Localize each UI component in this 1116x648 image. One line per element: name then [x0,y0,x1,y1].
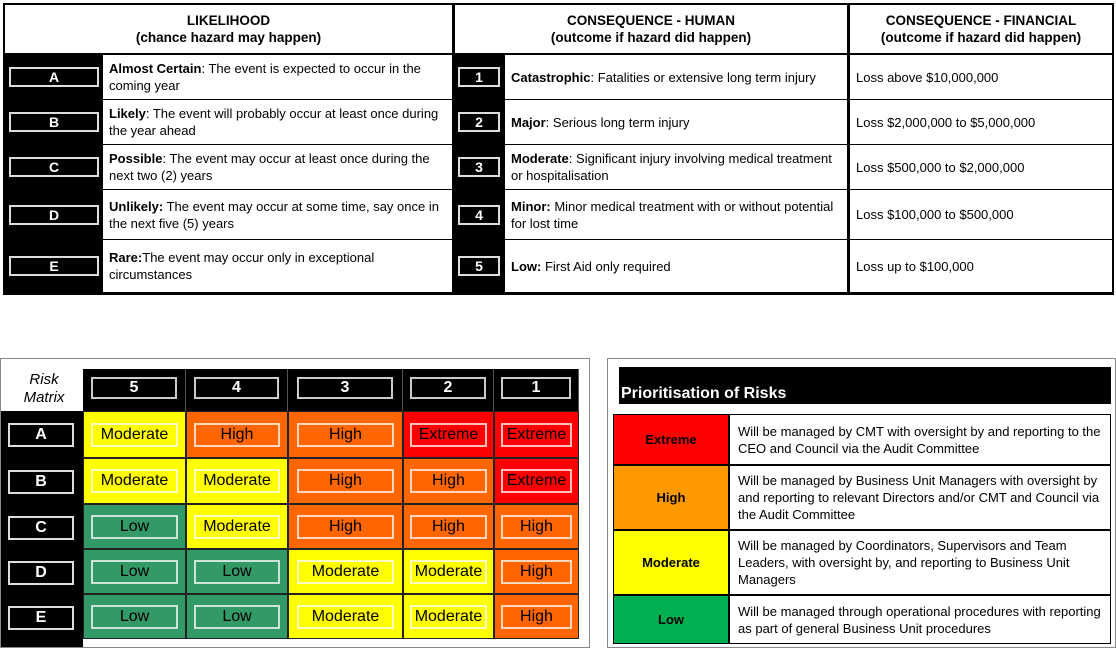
consequence-code: 2 [458,112,500,132]
priority-description: Will be managed by Coordinators, Supervisors and Team Leaders, with oversight by, and reporting to Business Unit Managers [729,530,1111,595]
risk-level-label: High [297,515,394,539]
prioritisation-title: Prioritisation of Risks [619,367,1111,404]
financial-consequence: Loss $2,000,000 to $5,000,000 [850,100,1112,144]
risk-cell-moderate [403,549,494,594]
risk-cell-low [83,504,186,549]
financial-consequence: Loss $100,000 to $500,000 [850,190,1112,239]
likelihood-code: C [9,157,99,177]
risk-cell-high [494,504,579,549]
consequence-term: Major [511,114,546,130]
likelihood-code: B [9,112,99,132]
risk-level-label: High [501,605,572,629]
column-header [850,5,1112,53]
likelihood-code: A [9,67,99,87]
financial-consequence: Loss above $10,000,000 [850,55,1112,99]
likelihood-row-label: A [8,423,74,447]
consequence-code: 1 [458,67,500,87]
consequence-term: Minor: [511,198,551,214]
human-consequence-description [505,100,847,144]
priority-level: Moderate [613,530,729,595]
risk-matrix [0,358,590,648]
financial-consequence: Loss up to $100,000 [850,240,1112,292]
consequence-number: 5 [91,377,177,399]
likelihood-text: The event may occur at some time, say once in the next five (5) years [109,198,439,231]
header-subtitle: (outcome if hazard did happen) [880,30,1082,45]
risk-cell-moderate [83,458,186,504]
column-header [455,5,847,53]
risk-cell-high [494,549,579,594]
risk-cell-extreme [494,411,579,458]
risk-cell-low [83,549,186,594]
priority-level: High [613,465,729,530]
priority-description: Will be managed by CMT with oversight by and reporting to the CEO and Council via the Audit Committee [729,414,1111,465]
consequence-number: 1 [501,377,572,399]
likelihood-description [103,190,452,239]
likelihood-description [103,100,452,144]
risk-cell-low [186,549,288,594]
risk-matrix-title: Risk Matrix [23,371,65,406]
likelihood-text: : The event will probably occur at least once during the year ahead [109,106,439,138]
header-subtitle: (chance hazard may happen) [135,30,322,45]
risk-cell-moderate [83,411,186,458]
human-consequence-description [505,145,847,189]
header-title: CONSEQUENCE - FINANCIAL [885,13,1077,28]
likelihood-row-label: C [8,516,74,540]
consequence-code: 3 [458,157,500,177]
consequence-number: 3 [297,377,393,399]
risk-cell-low [83,594,186,639]
risk-cell-high [186,411,288,458]
likelihood-term: Possible [109,151,163,166]
likelihood-text: : The event is expected to occur in the coming year [109,61,421,93]
likelihood-description [103,240,452,292]
matrix-consequence-header [186,369,288,411]
matrix-consequence-header [288,369,403,411]
risk-level-label: Extreme [501,469,572,493]
risk-level-label: Low [194,605,280,629]
financial-consequence: Loss $500,000 to $2,000,000 [850,145,1112,189]
risk-level-label: Extreme [501,423,572,447]
risk-level-label: Low [91,515,178,539]
likelihood-term: Rare: [109,250,143,265]
risk-level-label: Low [91,605,178,629]
priority-level: Low [613,595,729,644]
likelihood-description [103,55,452,99]
likelihood-description [103,145,452,189]
risk-cell-moderate [288,549,403,594]
risk-level-label: High [194,423,280,447]
likelihood-row-label: B [8,470,74,494]
risk-level-label: High [297,423,394,447]
human-consequence-description [505,190,847,239]
risk-cell-moderate [403,594,494,639]
likelihood-code: E [9,256,99,276]
risk-cell-extreme [403,411,494,458]
risk-level-label: Moderate [410,605,487,629]
risk-cell-high [288,504,403,549]
risk-cell-moderate [186,504,288,549]
consequence-number: 2 [410,377,486,399]
consequence-code: 5 [458,256,500,276]
risk-cell-extreme [494,458,579,504]
header-subtitle: (outcome if hazard did happen) [550,30,752,45]
likelihood-row-label: D [8,561,74,585]
risk-criteria-table [3,3,1114,295]
risk-level-label: Moderate [91,423,178,447]
risk-level-label: High [297,469,394,493]
matrix-consequence-header [403,369,494,411]
risk-level-label: Low [194,560,280,584]
consequence-code: 4 [458,205,500,225]
priority-description: Will be managed through operational procedures with reporting as part of general Business Unit procedures [729,595,1111,644]
likelihood-term: Unlikely: [109,198,164,214]
risk-cell-moderate [186,458,288,504]
consequence-term: Moderate [511,151,569,166]
consequence-term: Low: [511,258,542,274]
risk-level-label: Extreme [410,423,487,447]
risk-level-label: Moderate [410,560,487,584]
header-title: LIKELIHOOD [186,13,271,28]
priority-description: Will be managed by Business Unit Managers with oversight by and reporting to relevant Directors and/or CMT and Council via the Audit Committee [729,465,1111,530]
risk-level-label: Low [91,560,178,584]
risk-level-label: High [410,515,487,539]
risk-cell-high [403,504,494,549]
likelihood-text: The event may occur only in exceptional circumstances [109,250,375,282]
likelihood-code: D [9,205,99,225]
likelihood-term: Almost Certain [109,61,202,76]
consequence-term: Catastrophic [511,69,591,85]
risk-cell-high [288,458,403,504]
likelihood-term: Likely [109,106,146,121]
matrix-consequence-header [494,369,579,411]
risk-cell-high [403,458,494,504]
risk-level-label: Moderate [91,469,178,493]
risk-level-label: High [501,515,572,539]
risk-cell-high [494,594,579,639]
matrix-consequence-header [83,369,186,411]
consequence-text: : Significant injury involving medical treatment or hospitalisation [511,151,832,183]
risk-cell-moderate [288,594,403,639]
consequence-text: : Fatalities or extensive long term injury [590,69,816,85]
likelihood-row-label: E [8,606,74,630]
consequence-text: First Aid only required [541,258,671,274]
column-header [5,5,452,53]
risk-level-label: Moderate [194,515,280,539]
likelihood-text: : The event may occur at least once during the next two (2) years [109,151,430,183]
header-title: CONSEQUENCE - HUMAN [566,13,735,28]
prioritisation-of-risks [607,358,1116,648]
consequence-text: : Serious long term injury [545,114,690,130]
human-consequence-description [505,240,847,292]
risk-level-label: Moderate [297,560,394,584]
priority-level: Extreme [613,414,729,465]
risk-cell-high [288,411,403,458]
risk-level-label: High [410,469,487,493]
risk-level-label: Moderate [297,605,394,629]
risk-cell-low [186,594,288,639]
human-consequence-description [505,55,847,99]
consequence-number: 4 [194,377,279,399]
risk-level-label: Moderate [194,469,280,493]
consequence-text: Minor medical treatment with or without potential for lost time [511,198,834,231]
risk-level-label: High [501,560,572,584]
